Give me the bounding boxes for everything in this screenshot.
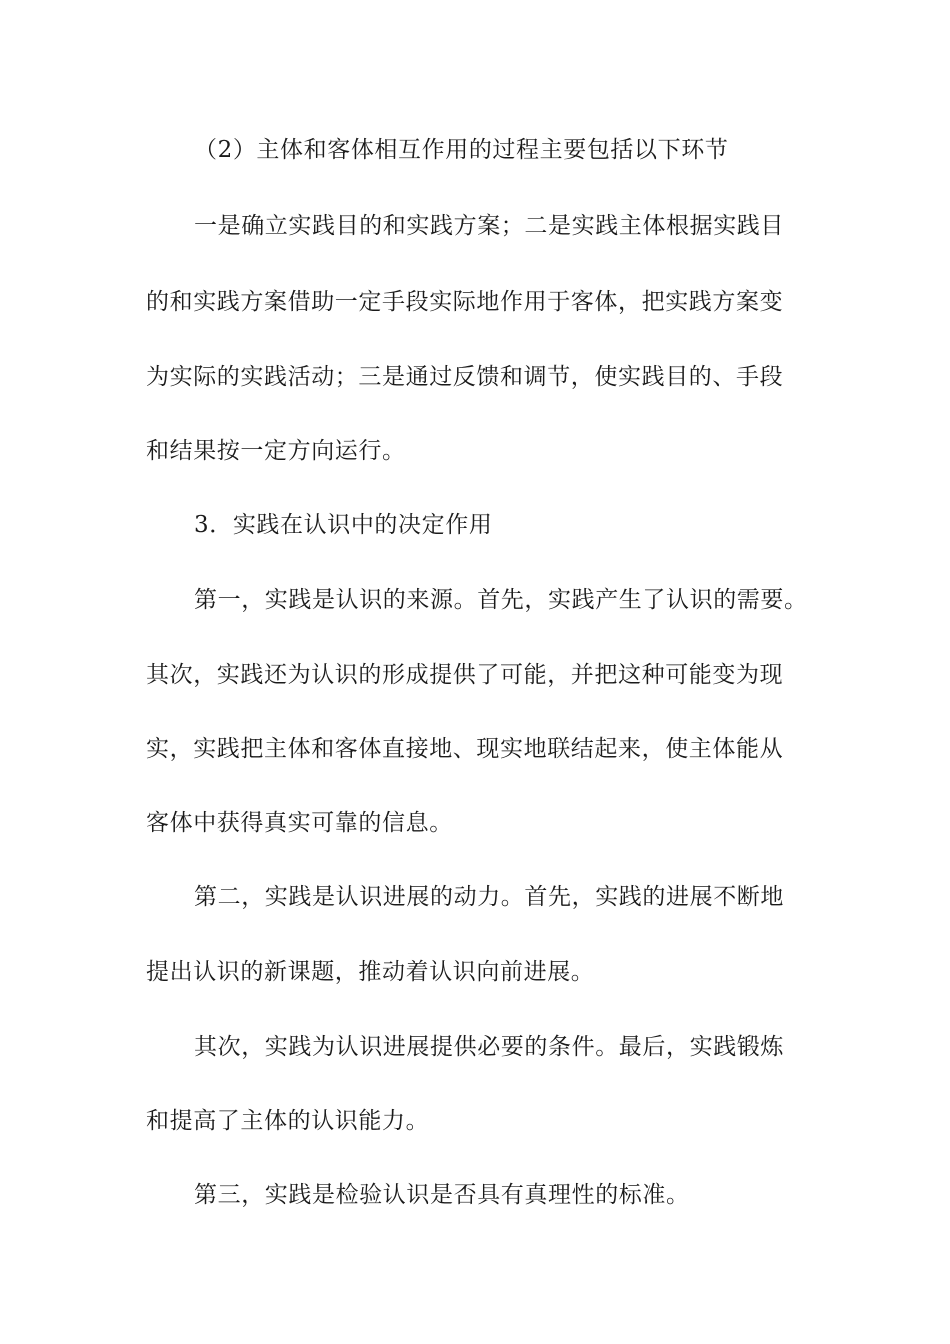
paragraph-line: 第三，实践是检验认识是否具有真理性的标准。 bbox=[194, 1182, 690, 1208]
paragraph-line: 和结果按一定方向运行。 bbox=[146, 438, 406, 464]
paragraph-line: 客体中获得真实可靠的信息。 bbox=[146, 810, 453, 836]
paragraph-line: 实，实践把主体和客体直接地、现实地联结起来，使主体能从 bbox=[146, 736, 784, 762]
paragraph-line: 一是确立实践目的和实践方案；二是实践主体根据实践目 bbox=[194, 213, 784, 239]
paragraph-line: 第二，实践是认识进展的动力。首先，实践的进展不断地 bbox=[194, 884, 784, 910]
paragraph-line: 和提高了主体的认识能力。 bbox=[146, 1108, 430, 1134]
paragraph-line: 其次，实践还为认识的形成提供了可能，并把这种可能变为现 bbox=[146, 662, 784, 688]
paragraph-line: 第一，实践是认识的来源。首先，实践产生了认识的需要。 bbox=[194, 587, 808, 613]
paragraph-line: 提出认识的新课题，推动着认识向前进展。 bbox=[146, 959, 595, 985]
subheading-process-stages: （2）主体和客体相互作用的过程主要包括以下环节 bbox=[194, 137, 729, 163]
paragraph-line: 为实际的实践活动；三是通过反馈和调节，使实践目的、手段 bbox=[146, 364, 784, 390]
paragraph-line: 的和实践方案借助一定手段实际地作用于客体，把实践方案变 bbox=[146, 289, 784, 315]
paragraph-line: 其次，实践为认识进展提供必要的条件。最后，实践锻炼 bbox=[194, 1034, 784, 1060]
section-heading: 3．实践在认识中的决定作用 bbox=[194, 512, 493, 538]
